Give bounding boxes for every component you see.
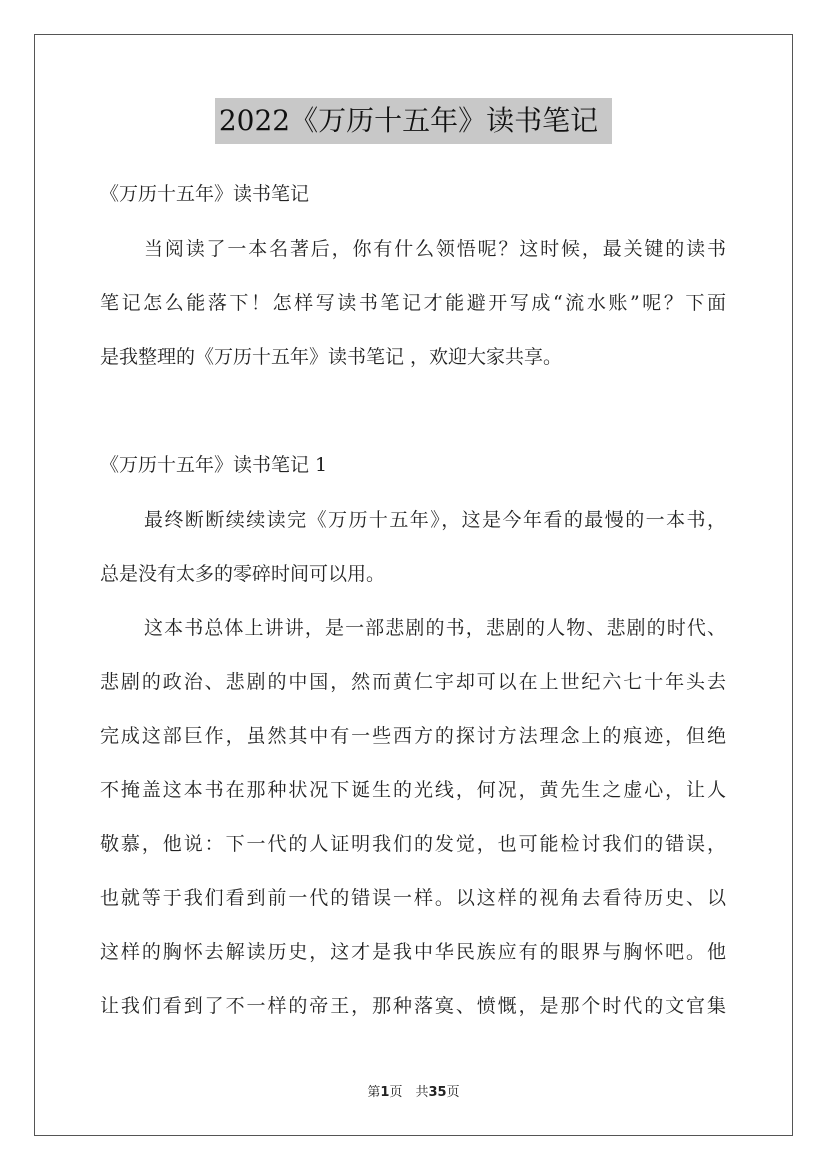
para2-line-5: 敬慕，他说：下一代的人证明我们的发觉，也可能检讨我们的错误， [100,833,726,855]
document-title-text: 2022《万历十五年》读书笔记 [215,98,612,144]
para2-line-1: 这本书总体上讲讲，是一部悲剧的书，悲剧的人物、悲剧的时代、 [144,617,726,639]
section-heading-1: 《万历十五年》读书笔记 1 [100,454,328,476]
footer-prefix: 第 [367,1085,381,1100]
document-subtitle: 《万历十五年》读书笔记 [100,183,310,205]
page-footer [0,1084,827,1102]
footer-page-number: 1 [380,1085,390,1100]
para2-line-3: 完成这部巨作，虽然其中有一些西方的探讨方法理念上的痕迹，但绝 [100,725,726,747]
intro-line-1: 当阅读了一本名著后，你有什么领悟呢？这时候，最关键的读书 [144,238,726,260]
intro-line-3: 是我整理的《万历十五年》读书笔记 ，欢迎大家共享。 [100,346,563,368]
para2-line-8: 让我们看到了不一样的帝王，那种落寞、愤慨，是那个时代的文官集 [100,995,726,1017]
para2-line-4: 不掩盖这本书在那种状况下诞生的光线，何况，黄先生之虚心，让人 [100,779,726,801]
para2-line-7: 这样的胸怀去解读历史，这才是我中华民族应有的眼界与胸怀吧。他 [100,941,726,963]
footer-total-pages: 35 [428,1085,447,1100]
footer-mid: 页 共 [389,1085,429,1100]
para1-line-2: 总是没有太多的零碎时间可以用。 [100,563,386,585]
document-title [0,98,827,144]
footer-suffix: 页 [446,1085,460,1100]
para2-line-6: 也就等于我们看到前一代的错误一样。以这样的视角去看待历史、以 [100,887,726,909]
para1-line-1: 最终断断续续读完《万历十五年》，这是今年看的最慢的一本书， [144,509,726,531]
para2-line-2: 悲剧的政治、悲剧的中国，然而黄仁宇却可以在上世纪六七十年头去 [100,671,726,693]
intro-line-2: 笔记怎么能落下！怎样写读书笔记才能避开写成“流水账”呢？下面 [100,292,726,314]
